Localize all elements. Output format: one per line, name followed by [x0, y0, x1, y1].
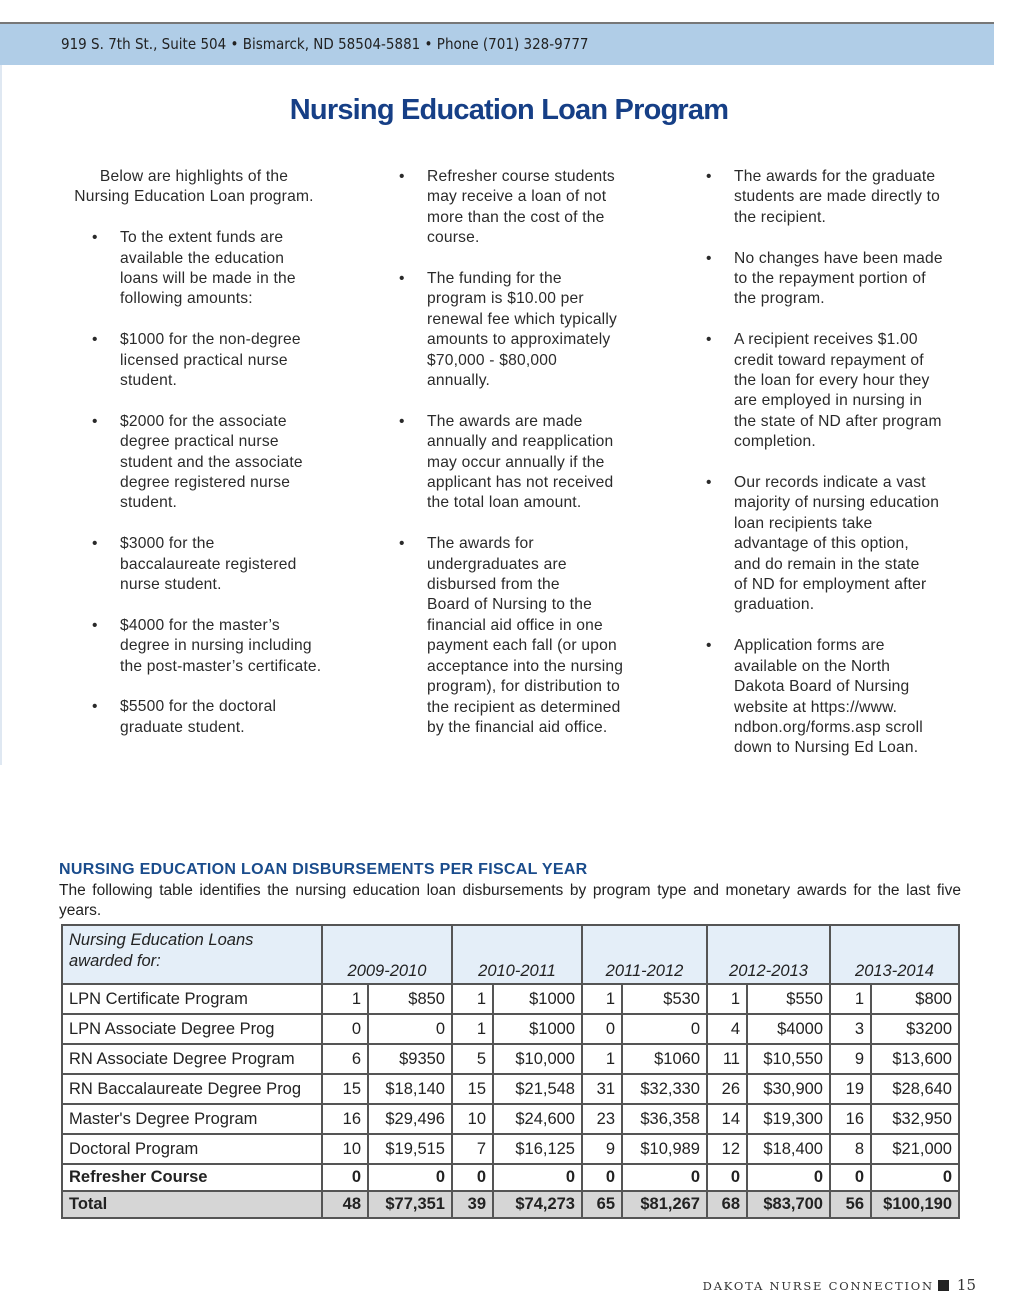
bullet-text: Application forms are available on the North Dakota Board of Nursing website at https://www. ndbon.org/forms.asp scroll down to Nursing Ed Loan.	[734, 637, 923, 757]
bullet-item	[92, 412, 358, 514]
section-heading: NURSING EDUCATION LOAN DISBURSEMENTS PER FISCAL YEAR	[59, 861, 588, 878]
address-banner	[0, 24, 994, 65]
count-cell: 1	[707, 984, 747, 1014]
year-header: 2010-2011	[452, 925, 582, 984]
count-cell: 16	[830, 1104, 871, 1134]
count-cell: 0	[582, 1014, 622, 1044]
table-row	[62, 1044, 959, 1074]
count-cell: 1	[582, 984, 622, 1014]
bullet-icon: •	[92, 535, 98, 553]
amount-cell: 0	[871, 1164, 959, 1191]
amount-cell: 0	[622, 1014, 707, 1044]
count-cell: 65	[582, 1191, 622, 1218]
count-cell: 0	[707, 1164, 747, 1191]
count-cell: 4	[707, 1014, 747, 1044]
bullet-text: $1000 for the non-degree licensed practical nurse student.	[120, 331, 301, 390]
amount-cell: $32,950	[871, 1104, 959, 1134]
bullet-icon: •	[706, 474, 712, 492]
bullet-item	[706, 473, 974, 616]
bullet-item	[706, 167, 974, 228]
amount-cell: $18,400	[747, 1134, 830, 1164]
amount-cell: $83,700	[747, 1191, 830, 1218]
bullet-text: A recipient receives $1.00 credit toward repayment of the loan for every hour they are employed in nursing in the state of ND after program completion.	[734, 331, 942, 451]
amount-cell: $28,640	[871, 1074, 959, 1104]
bullet-icon: •	[92, 698, 98, 716]
bullet-text: To the extent funds are available the education loans will be made in the following amounts:	[120, 229, 296, 308]
publication-name: DAKOTA NURSE CONNECTION	[702, 1279, 934, 1293]
column-1-bullets	[58, 228, 358, 738]
year-header: 2011-2012	[582, 925, 707, 984]
amount-cell: $1060	[622, 1044, 707, 1074]
count-cell: 68	[707, 1191, 747, 1218]
amount-cell: $530	[622, 984, 707, 1014]
bullet-item	[706, 330, 974, 452]
intro-paragraph: Below are highlights of the Nursing Education Loan program.	[74, 168, 314, 206]
total-row	[62, 1191, 959, 1218]
bullet-icon: •	[92, 331, 98, 349]
section-intro: The following table identifies the nursing education loan disbursements by program type and monetary awards for the last five years.	[59, 882, 961, 919]
amount-cell: $100,190	[871, 1191, 959, 1218]
row-label: RN Baccalaureate Degree Prog	[62, 1074, 322, 1104]
bullet-item	[92, 616, 358, 677]
amount-cell: $18,140	[368, 1074, 452, 1104]
amount-cell: $77,351	[368, 1191, 452, 1218]
amount-cell: $32,330	[622, 1074, 707, 1104]
count-cell: 1	[322, 984, 368, 1014]
amount-cell: $16,125	[493, 1134, 582, 1164]
bullet-item	[399, 412, 667, 514]
bullet-text: $3000 for the baccalaureate registered nurse student.	[120, 535, 297, 594]
bullet-icon: •	[92, 229, 98, 247]
count-cell: 19	[830, 1074, 871, 1104]
bullet-icon: •	[92, 412, 98, 430]
count-cell: 11	[707, 1044, 747, 1074]
count-cell: 0	[830, 1164, 871, 1191]
bullet-icon: •	[706, 168, 712, 185]
amount-cell: $74,273	[493, 1191, 582, 1218]
bullet-text: The awards are made annually and reapplication may occur annually if the applicant has not received the total loan amount.	[427, 412, 614, 512]
count-cell: 1	[452, 984, 493, 1014]
table-row	[62, 1014, 959, 1044]
column-3	[706, 167, 974, 779]
amount-cell: $24,600	[493, 1104, 582, 1134]
bullet-icon: •	[706, 249, 712, 267]
count-cell: 15	[322, 1074, 368, 1104]
amount-cell: $10,550	[747, 1044, 830, 1074]
column-2-bullets	[399, 167, 667, 738]
year-header: 2013-2014	[830, 925, 959, 984]
year-header: 2009-2010	[322, 925, 452, 984]
bullet-item	[706, 636, 974, 758]
footer	[703, 1276, 976, 1294]
amount-cell: $10,000	[493, 1044, 582, 1074]
amount-cell: 0	[747, 1164, 830, 1191]
count-cell: 0	[452, 1164, 493, 1191]
count-cell: 1	[582, 1044, 622, 1074]
bullet-text: Our records indicate a vast majority of nursing education loan recipients take advantage of this option, and do remain in the state of ND for employment after graduation.	[734, 474, 940, 614]
bullet-icon: •	[399, 168, 405, 185]
table-row	[62, 1134, 959, 1164]
count-cell: 31	[582, 1074, 622, 1104]
amount-cell: $3200	[871, 1014, 959, 1044]
bullet-item	[92, 534, 358, 595]
amount-cell: $81,267	[622, 1191, 707, 1218]
square-separator-icon	[938, 1280, 949, 1291]
amount-cell: 0	[368, 1164, 452, 1191]
bullet-item	[399, 167, 667, 249]
count-cell: 3	[830, 1014, 871, 1044]
table-row	[62, 1104, 959, 1134]
amount-cell: $4000	[747, 1014, 830, 1044]
bullet-icon: •	[706, 637, 712, 655]
table-row	[62, 1164, 959, 1191]
count-cell: 9	[830, 1044, 871, 1074]
column-2	[399, 167, 667, 759]
count-cell: 12	[707, 1134, 747, 1164]
corner-header: Nursing Education Loans awarded for:	[62, 925, 322, 984]
address-text: 919 S. 7th St., Suite 504 • Bismarck, ND 58504-5881 • Phone (701) 328-9777	[61, 35, 589, 53]
count-cell: 14	[707, 1104, 747, 1134]
count-cell: 8	[830, 1134, 871, 1164]
bullet-text: The awards for the graduate students are made directly to the recipient.	[734, 168, 941, 226]
bullet-icon: •	[399, 270, 405, 288]
amount-cell: $1000	[493, 984, 582, 1014]
page-number: 15	[956, 1276, 976, 1294]
count-cell: 10	[452, 1104, 493, 1134]
amount-cell: $550	[747, 984, 830, 1014]
table-row	[62, 984, 959, 1014]
amount-cell: $9350	[368, 1044, 452, 1074]
count-cell: 1	[452, 1014, 493, 1044]
count-cell: 23	[582, 1104, 622, 1134]
column-1	[58, 167, 358, 759]
bullet-icon: •	[92, 616, 98, 634]
row-label: RN Associate Degree Program	[62, 1044, 322, 1074]
row-label: Doctoral Program	[62, 1134, 322, 1164]
amount-cell: $800	[871, 984, 959, 1014]
amount-cell: $10,989	[622, 1134, 707, 1164]
bullet-icon: •	[399, 535, 405, 553]
row-label: Master's Degree Program	[62, 1104, 322, 1134]
count-cell: 48	[322, 1191, 368, 1218]
bullet-item	[92, 330, 358, 391]
row-label: LPN Associate Degree Prog	[62, 1014, 322, 1044]
count-cell: 16	[322, 1104, 368, 1134]
bullet-text: $4000 for the master’s degree in nursing including the post-master’s certificate.	[120, 616, 322, 675]
bullet-item	[399, 534, 667, 738]
amount-cell: $19,515	[368, 1134, 452, 1164]
side-rule	[0, 65, 2, 765]
table-header-row	[62, 925, 959, 984]
count-cell: 9	[582, 1134, 622, 1164]
amount-cell: $13,600	[871, 1044, 959, 1074]
bullet-item	[399, 269, 667, 391]
amount-cell: $1000	[493, 1014, 582, 1044]
column-3-bullets	[706, 167, 974, 759]
table-row	[62, 1074, 959, 1104]
amount-cell: 0	[368, 1014, 452, 1044]
year-header: 2012-2013	[707, 925, 830, 984]
count-cell: 56	[830, 1191, 871, 1218]
row-label: LPN Certificate Program	[62, 984, 322, 1014]
amount-cell: $850	[368, 984, 452, 1014]
amount-cell: $21,000	[871, 1134, 959, 1164]
amount-cell: $29,496	[368, 1104, 452, 1134]
count-cell: 15	[452, 1074, 493, 1104]
amount-cell: $36,358	[622, 1104, 707, 1134]
bullet-icon: •	[706, 331, 712, 349]
bullet-text: $2000 for the associate degree practical nurse student and the associate degree registered nurse student.	[120, 412, 303, 512]
count-cell: 0	[582, 1164, 622, 1191]
row-label: Refresher Course	[62, 1164, 322, 1191]
bullet-text: No changes have been made to the repayment portion of the program.	[734, 249, 943, 308]
count-cell: 0	[322, 1014, 368, 1044]
bullet-text: $5500 for the doctoral graduate student.	[120, 698, 277, 736]
row-label: Total	[62, 1191, 322, 1218]
count-cell: 26	[707, 1074, 747, 1104]
count-cell: 0	[322, 1164, 368, 1191]
count-cell: 39	[452, 1191, 493, 1218]
bullet-icon: •	[399, 412, 405, 430]
disbursements-table	[61, 924, 960, 1219]
bullet-text: The awards for undergraduates are disbursed from the Board of Nursing to the financial aid office in one payment each fall (or upon acceptance into the nursing program), for distribution to the recipient as determined by the financial aid office.	[427, 535, 624, 736]
amount-cell: 0	[622, 1164, 707, 1191]
amount-cell: $19,300	[747, 1104, 830, 1134]
count-cell: 10	[322, 1134, 368, 1164]
bullet-text: Refresher course students may receive a loan of not more than the cost of the course.	[427, 168, 615, 247]
bullet-item	[706, 249, 974, 310]
amount-cell: $30,900	[747, 1074, 830, 1104]
amount-cell: $21,548	[493, 1074, 582, 1104]
count-cell: 1	[830, 984, 871, 1014]
amount-cell: 0	[493, 1164, 582, 1191]
count-cell: 7	[452, 1134, 493, 1164]
page-title: Nursing Education Loan Program	[289, 94, 729, 126]
bullet-item	[92, 228, 358, 310]
bullet-item	[92, 697, 358, 738]
count-cell: 6	[322, 1044, 368, 1074]
bullet-text: The funding for the program is $10.00 per renewal fee which typically amounts to approximately $70,000 - $80,000 annually.	[427, 270, 618, 390]
count-cell: 5	[452, 1044, 493, 1074]
